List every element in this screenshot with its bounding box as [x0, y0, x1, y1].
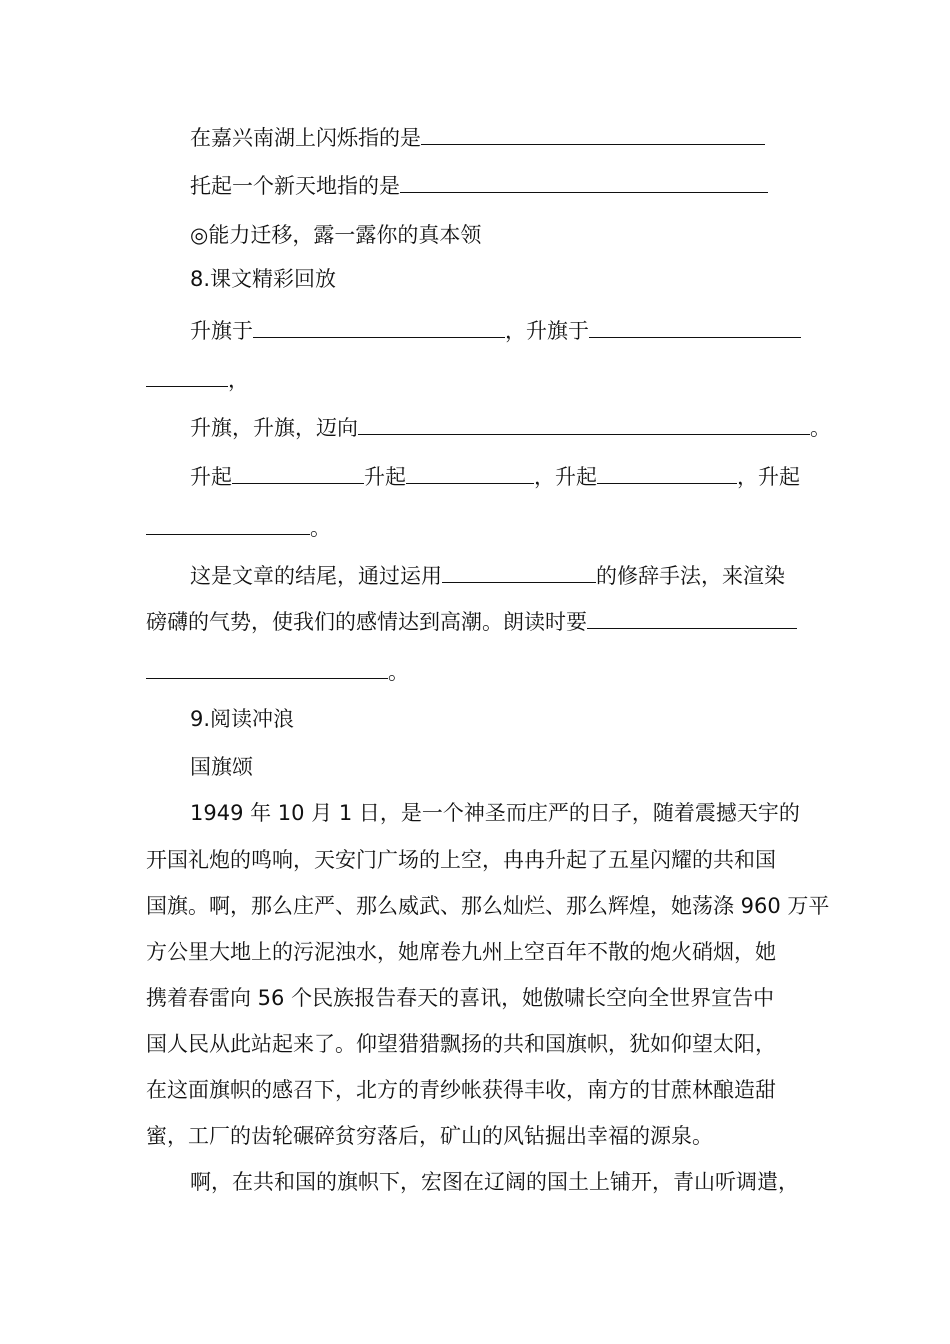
passage-line: 方公里大地上的污泥浊水，她席卷九州上空百年不散的炮火硝烟，她: [146, 940, 776, 964]
passage-line: 在这面旗帜的感召下，北方的青纱帐获得丰收，南方的甘蔗林酿造甜: [146, 1078, 776, 1102]
answer-blank[interactable]: [146, 512, 310, 535]
passage-line: 啊，在共和国的旗帜下，宏图在辽阔的国土上铺开，青山听调遣，: [190, 1170, 799, 1194]
q8-text: 这是文章的结尾，通过运用: [190, 564, 442, 588]
answer-blank[interactable]: [589, 315, 801, 338]
q8-line-4: [190, 461, 800, 492]
q8-line-7: [146, 606, 797, 637]
q8-text: ，: [228, 368, 249, 392]
passage-line: 国人民从此站起来了。仰望猎猎飘扬的共和国旗帜，犹如仰望太阳，: [146, 1032, 776, 1056]
q8-line-1: [190, 315, 801, 346]
q8-text: ，升旗于: [505, 319, 589, 343]
fill-line-2: [190, 170, 768, 201]
q8-text: ，升起: [534, 465, 597, 489]
answer-blank[interactable]: [587, 606, 797, 629]
q8-text: 磅礴的气势，使我们的感情达到高潮。朗读时要: [146, 610, 587, 634]
fill-line-1-text: 在嘉兴南湖上闪烁指的是: [190, 126, 421, 150]
q9-title: 9.阅读冲浪: [190, 707, 295, 731]
q8-text: 升起: [364, 465, 406, 489]
q8-line-2: [146, 364, 249, 395]
passage-line: 开国礼炮的鸣响，天安门广场的上空，冉冉升起了五星闪耀的共和国: [146, 848, 776, 872]
answer-blank[interactable]: [421, 122, 765, 145]
answer-blank[interactable]: [597, 461, 737, 484]
q8-text: 的修辞手法，来渲染: [596, 564, 785, 588]
passage-line: 1949 年 10 月 1 日，是一个神圣而庄严的日子，随着震撼天宇的: [190, 801, 800, 825]
answer-blank[interactable]: [146, 364, 228, 387]
section-header: ◎能力迁移，露一露你的真本领: [190, 223, 482, 247]
answer-blank[interactable]: [253, 315, 505, 338]
answer-blank[interactable]: [358, 412, 810, 435]
q8-title: 8.课文精彩回放: [190, 267, 337, 291]
q8-line-5: [146, 512, 331, 543]
q8-text: 。: [810, 416, 831, 440]
fill-line-1: [190, 122, 765, 153]
q8-line-3: [190, 412, 831, 443]
passage-line: 携着春雷向 56 个民族报告春天的喜讯，她傲啸长空向全世界宣告中: [146, 986, 775, 1010]
q8-line-8: [146, 656, 409, 687]
answer-blank[interactable]: [400, 170, 768, 193]
passage-line: 蜜，工厂的齿轮碾碎贫穷落后，矿山的风钻掘出幸福的源泉。: [146, 1124, 713, 1148]
answer-blank[interactable]: [442, 560, 596, 583]
q8-text: 升起: [190, 465, 232, 489]
answer-blank[interactable]: [146, 656, 388, 679]
q8-text: ，升起: [737, 465, 800, 489]
q8-text: 。: [388, 660, 409, 684]
fill-line-2-text: 托起一个新天地指的是: [190, 174, 400, 198]
q8-text: 升旗于: [190, 319, 253, 343]
answer-blank[interactable]: [406, 461, 534, 484]
q8-line-6: [190, 560, 785, 591]
passage-title: 国旗颂: [190, 755, 253, 779]
answer-blank[interactable]: [232, 461, 364, 484]
q8-text: 升旗，升旗，迈向: [190, 416, 358, 440]
passage-line: 国旗。啊，那么庄严、那么威武、那么灿烂、那么辉煌，她荡涤 960 万平: [146, 894, 830, 918]
q8-text: 。: [310, 516, 331, 540]
